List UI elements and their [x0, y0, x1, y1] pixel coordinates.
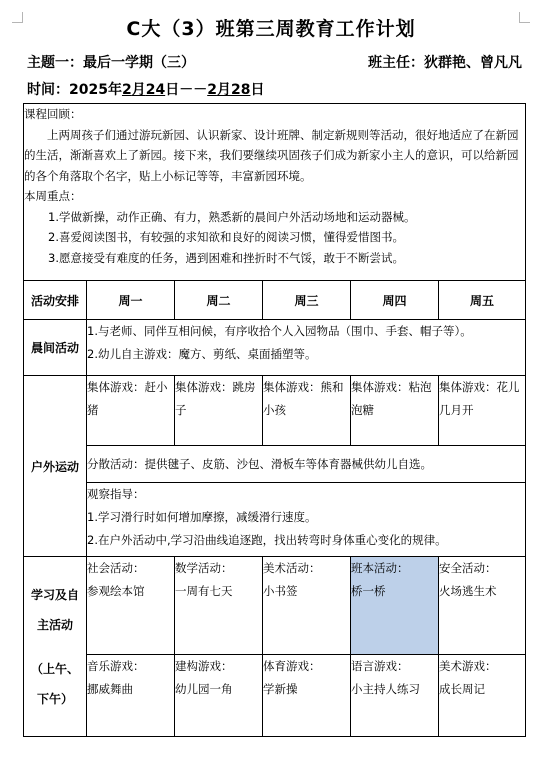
guidance-cell [87, 483, 526, 557]
study-activity-tue-1 [175, 557, 263, 655]
activity-name: 成长周记 [439, 682, 485, 696]
date-start-day: 24 [145, 82, 166, 98]
activity-type: 音乐游戏： [87, 659, 145, 673]
activity-type: 语言游戏： [351, 659, 409, 673]
focus-item: 2.喜爱阅读图书，有较强的求知欲和良好的阅读习惯，懂得爱惜图书。 [48, 230, 404, 244]
activity-name: 小书签 [263, 584, 298, 598]
morning-line: 2.幼儿自主游戏：魔方、剪纸、桌面插塑等。 [87, 347, 317, 361]
free-play-cell: 分散活动：提供毽子、皮筋、沙包、滑板车等体育器械供幼儿自选。 [87, 446, 526, 483]
outdoor-guidance-row [24, 483, 526, 557]
activity-name: 幼儿园一角 [175, 682, 233, 696]
activity-name: 参观绘本馆 [87, 584, 145, 598]
guidance-heading: 观察指导： [87, 487, 145, 501]
study-activity-tue-2 [175, 655, 263, 737]
activity-type: 数学活动： [175, 561, 233, 575]
group-game-mon: 集体游戏：赶小猪 [87, 376, 175, 446]
header-info-row [27, 52, 522, 72]
guidance-item: 1.学习滑行时如何增加摩擦，减缓滑行速度。 [87, 510, 317, 524]
group-game-wed: 集体游戏：熊和小孩 [263, 376, 351, 446]
study-row-1 [24, 557, 526, 655]
date-year: 2025年 [69, 82, 122, 98]
weekly-plan-table [23, 103, 526, 737]
activity-name: 挪威舞曲 [87, 682, 133, 696]
study-label-line: 主活动 [36, 617, 73, 632]
study-label-line: 下午） [36, 691, 73, 706]
outdoor-free-row [24, 446, 526, 483]
activity-name: 一周有七天 [175, 584, 233, 598]
study-activity-thu-1-highlighted [351, 557, 439, 655]
activity-type: 建构游戏： [175, 659, 233, 673]
outdoor-group-row [24, 376, 526, 446]
activity-type: 美术游戏： [439, 659, 497, 673]
morning-row [24, 320, 526, 376]
date-start-day-unit: 日 [165, 82, 180, 98]
review-text: 上两周孩子们通过游玩新园、认识新家、设计班牌、制定新规则等活动，很好地适应了在新园的生活，渐渐喜欢上了新园。接下来，我们要继续巩固孩子们成为新家小主人的意识，可以给新园的各个角落取个名字，贴上小标记等等，丰富新园环境。 [24, 127, 519, 183]
study-label [24, 557, 87, 737]
morning-content [87, 320, 526, 376]
overview-row [24, 104, 526, 281]
focus-heading: 本周重点： [24, 189, 82, 203]
activity-type: 社会活动： [87, 561, 145, 575]
theme-text: 主题一：最后一学期（三） [27, 55, 195, 71]
day-header-wed: 周三 [263, 281, 351, 320]
study-label-line: 学习及自 [30, 587, 79, 602]
date-end-month: 2 [207, 82, 217, 98]
activity-type: 安全活动： [439, 561, 497, 575]
day-header-mon: 周一 [87, 281, 175, 320]
date-end-month-unit: 月 [216, 82, 231, 98]
days-header-row [24, 281, 526, 320]
study-activity-fri-1 [439, 557, 526, 655]
review-heading: 课程回顾： [24, 107, 82, 121]
activity-name: 火场逃生术 [439, 584, 497, 598]
morning-line: 1.与老师、同伴互相问候，有序收拾个人入园物品（围巾、手套、帽子等）。 [87, 324, 472, 338]
date-separator: －－ [179, 82, 208, 98]
study-row-2 [24, 655, 526, 737]
date-end-day-unit: 日 [250, 82, 265, 98]
study-activity-wed-1 [263, 557, 351, 655]
day-header-thu: 周四 [351, 281, 439, 320]
guidance-item: 2.在户外活动中,学习沿曲线追逐跑，找出转弯时身体重心变化的规律。 [87, 533, 447, 547]
teacher-text: 班主任：狄群艳、曾凡凡 [368, 55, 522, 71]
activity-type: 美术活动： [263, 561, 321, 575]
activity-name: 桥一桥 [351, 584, 386, 598]
date-range-row [27, 79, 522, 99]
study-activity-fri-2 [439, 655, 526, 737]
study-activity-mon-1 [87, 557, 175, 655]
study-activity-thu-2 [351, 655, 439, 737]
date-start-month: 2 [121, 82, 132, 98]
date-start-month-unit: 月 [131, 82, 146, 98]
group-game-tue: 集体游戏：跳房子 [175, 376, 263, 446]
study-activity-mon-2 [87, 655, 175, 737]
page-title: C大（3）班第三周教育工作计划 [126, 18, 416, 40]
activity-name: 小主持人练习 [351, 682, 420, 696]
date-label: 时间： [27, 82, 69, 98]
group-game-thu: 集体游戏：粘泡泡糖 [351, 376, 439, 446]
group-game-fri: 集体游戏：花儿几月开 [439, 376, 526, 446]
activity-type: 体育游戏： [263, 659, 321, 673]
day-header-fri: 周五 [439, 281, 526, 320]
day-header-tue: 周二 [175, 281, 263, 320]
schedule-label: 活动安排 [24, 281, 87, 320]
date-end-day: 28 [230, 82, 251, 98]
focus-item: 1.学做新操，动作正确、有力，熟悉新的晨间户外活动场地和运动器械。 [48, 209, 416, 224]
morning-label: 晨间活动 [24, 320, 87, 376]
overview-cell [24, 104, 526, 281]
focus-item: 3.愿意接受有难度的任务，遇到困难和挫折时不气馁，敢于不断尝试。 [48, 250, 404, 265]
study-label-line: （上午、 [30, 661, 79, 676]
activity-type: 班本活动： [351, 561, 409, 575]
study-activity-wed-2 [263, 655, 351, 737]
outdoor-label: 户外运动 [24, 376, 87, 557]
activity-name: 学新操 [263, 682, 298, 696]
